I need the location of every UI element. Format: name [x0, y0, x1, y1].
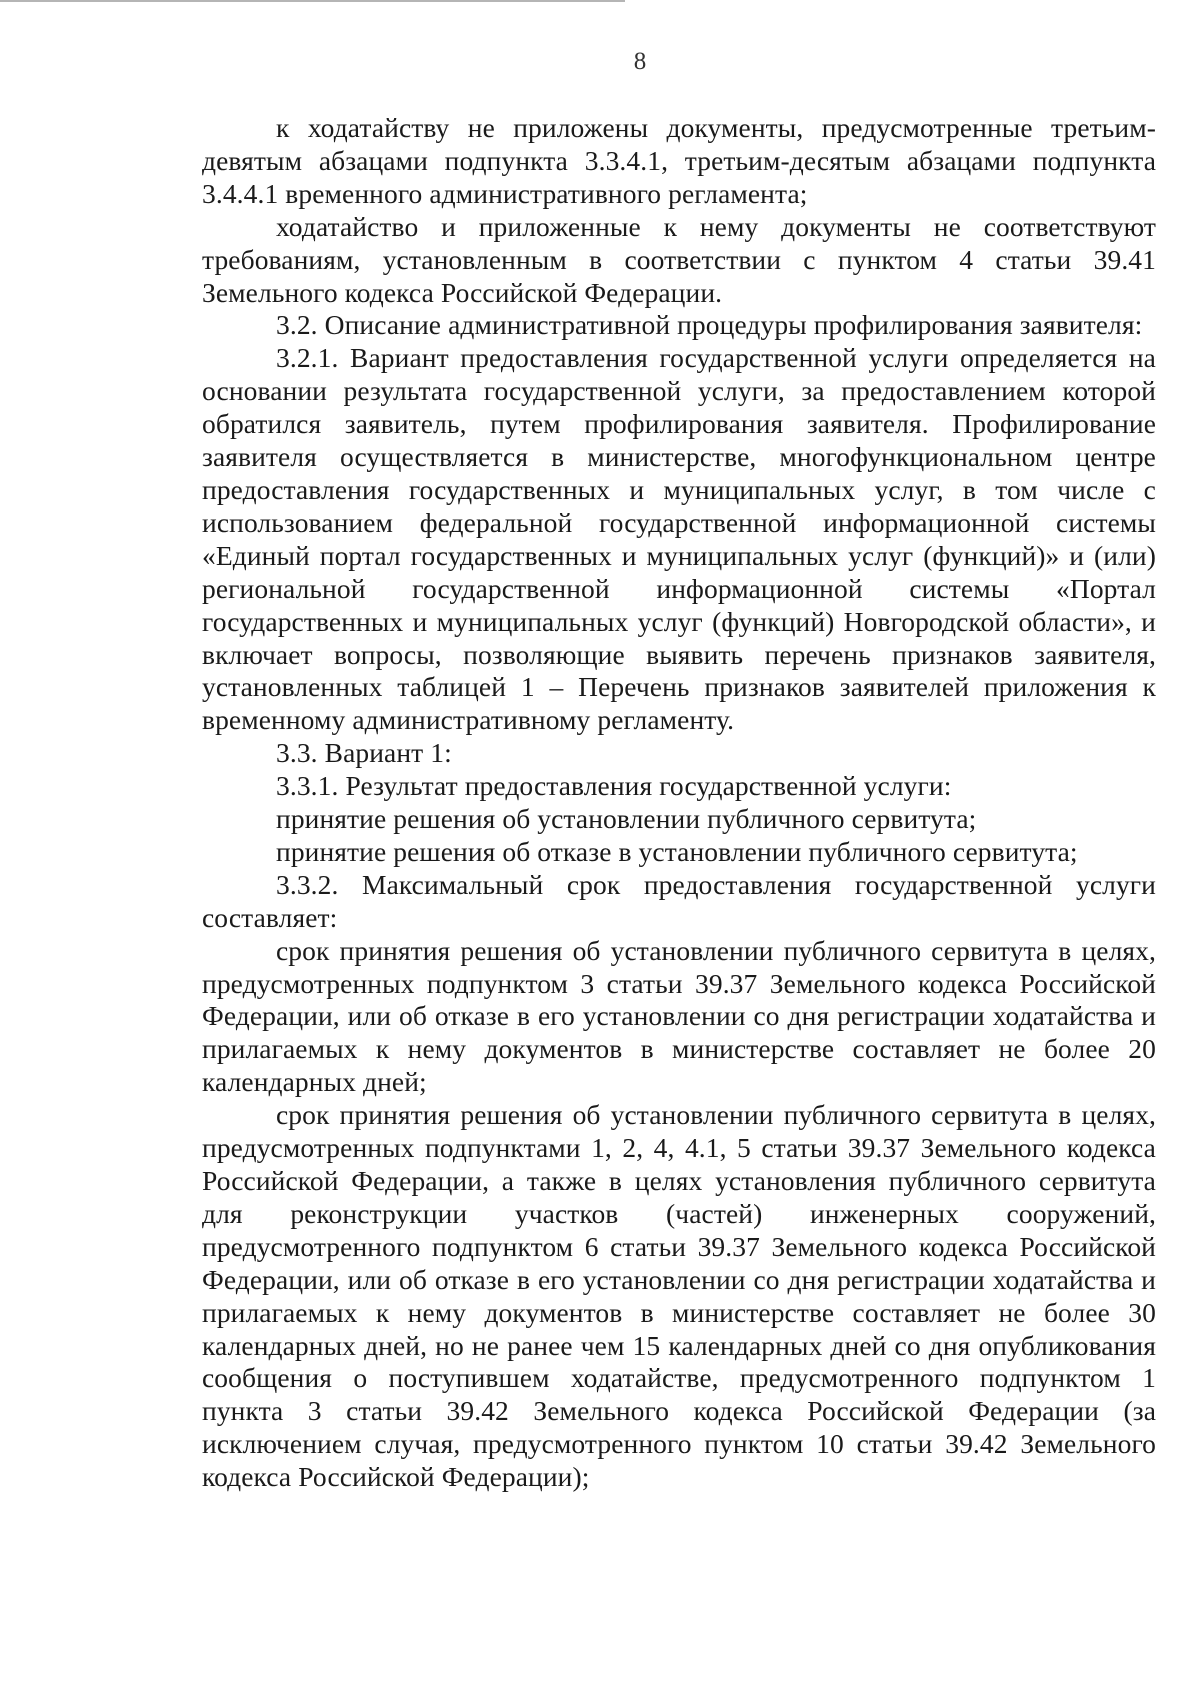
- paragraph-3-3-1: 3.3.1. Результат предоставления государственной услуги:: [276, 770, 952, 802]
- paragraph-noncompliance: ходатайство и приложенные к нему документы не соответствуют требованиям, установленным в соответствии с пунктом 4 статьи 39.41 Земельного кодекса Российской Федерации.: [202, 210, 1156, 308]
- paragraph-result-refuse: принятие решения об отказе в установлении публичного сервитута;: [276, 835, 1078, 867]
- paragraph-term-30-days: срок принятия решения об установлении публичного сервитута в целях, предусмотренных подпунктами 1, 2, 4, 4.1, 5 статьи 39.37 Земельного кодекса Российской Федерации, а также в целях установления публичного сервитута для реконструкции участков (частей) инженерных сооружений, предусмотренного подпунктом 6 статьи 39.37 Земельного кодекса Российской Федерации, или об отказе в его установлении со дня регистрации ходатайства и прилагаемых к нему документов в министерстве составляет не более 30 календарных дней, но не ранее чем 15 календарных дней со дня опубликования сообщения о поступившем ходатайстве, предусмотренного подпунктом 1 пункта 3 статьи 39.42 Земельного кодекса Российской Федерации (за исключением случая, предусмотренного пунктом 10 статьи 39.42 Земельного кодекса Российской Федерации);: [202, 1099, 1156, 1493]
- paragraph-3-2-1: 3.2.1. Вариант предоставления государственной услуги определяется на основании результата государственной услуги, за предоставлением которой обратился заявитель, путем профилирования заявителя. Профилирование заявителя осуществляется в министерстве, многофункциональном центре предоставления государственных и муниципальных услуг, в том числе с использованием федеральной государственной информационной системы «Единый портал государственных и муниципальных услуг (функций)» и (или) региональной государственной информационной системы «Портал государственных и муниципальных услуг (функций) Новгородской области», и включает вопросы, позволяющие выявить перечень признаков заявителя, установленных таблицей 1 – Перечень признаков заявителей приложения к временному административному регламенту.: [202, 342, 1156, 736]
- paragraph-term-20-days: срок принятия решения об установлении публичного сервитута в целях, предусмотренных подпунктом 3 статьи 39.37 Земельного кодекса Российской Федерации, или об отказе в его установлении со дня регистрации ходатайства и прилагаемых к нему документов в министерстве составляет не более 20 календарных дней;: [202, 934, 1156, 1098]
- scan-edge-line: [0, 0, 625, 2]
- document-body: [202, 112, 1156, 1494]
- paragraph-3-2: 3.2. Описание административной процедуры профилирования заявителя:: [276, 309, 1143, 341]
- paragraph-3-3-2: 3.3.2. Максимальный срок предоставления государственной услуги составляет:: [202, 868, 1156, 933]
- paragraph-3-3: 3.3. Вариант 1:: [276, 737, 452, 769]
- page-number: 8: [633, 48, 647, 75]
- paragraph-result-establish: принятие решения об установлении публичного сервитута;: [276, 803, 977, 835]
- paragraph-missing-documents: к ходатайству не приложены документы, предусмотренные третьим-девятым абзацами подпункта 3.3.4.1, третьим-десятым абзацами подпункта 3.4.4.1 временного административного регламента;: [202, 112, 1156, 209]
